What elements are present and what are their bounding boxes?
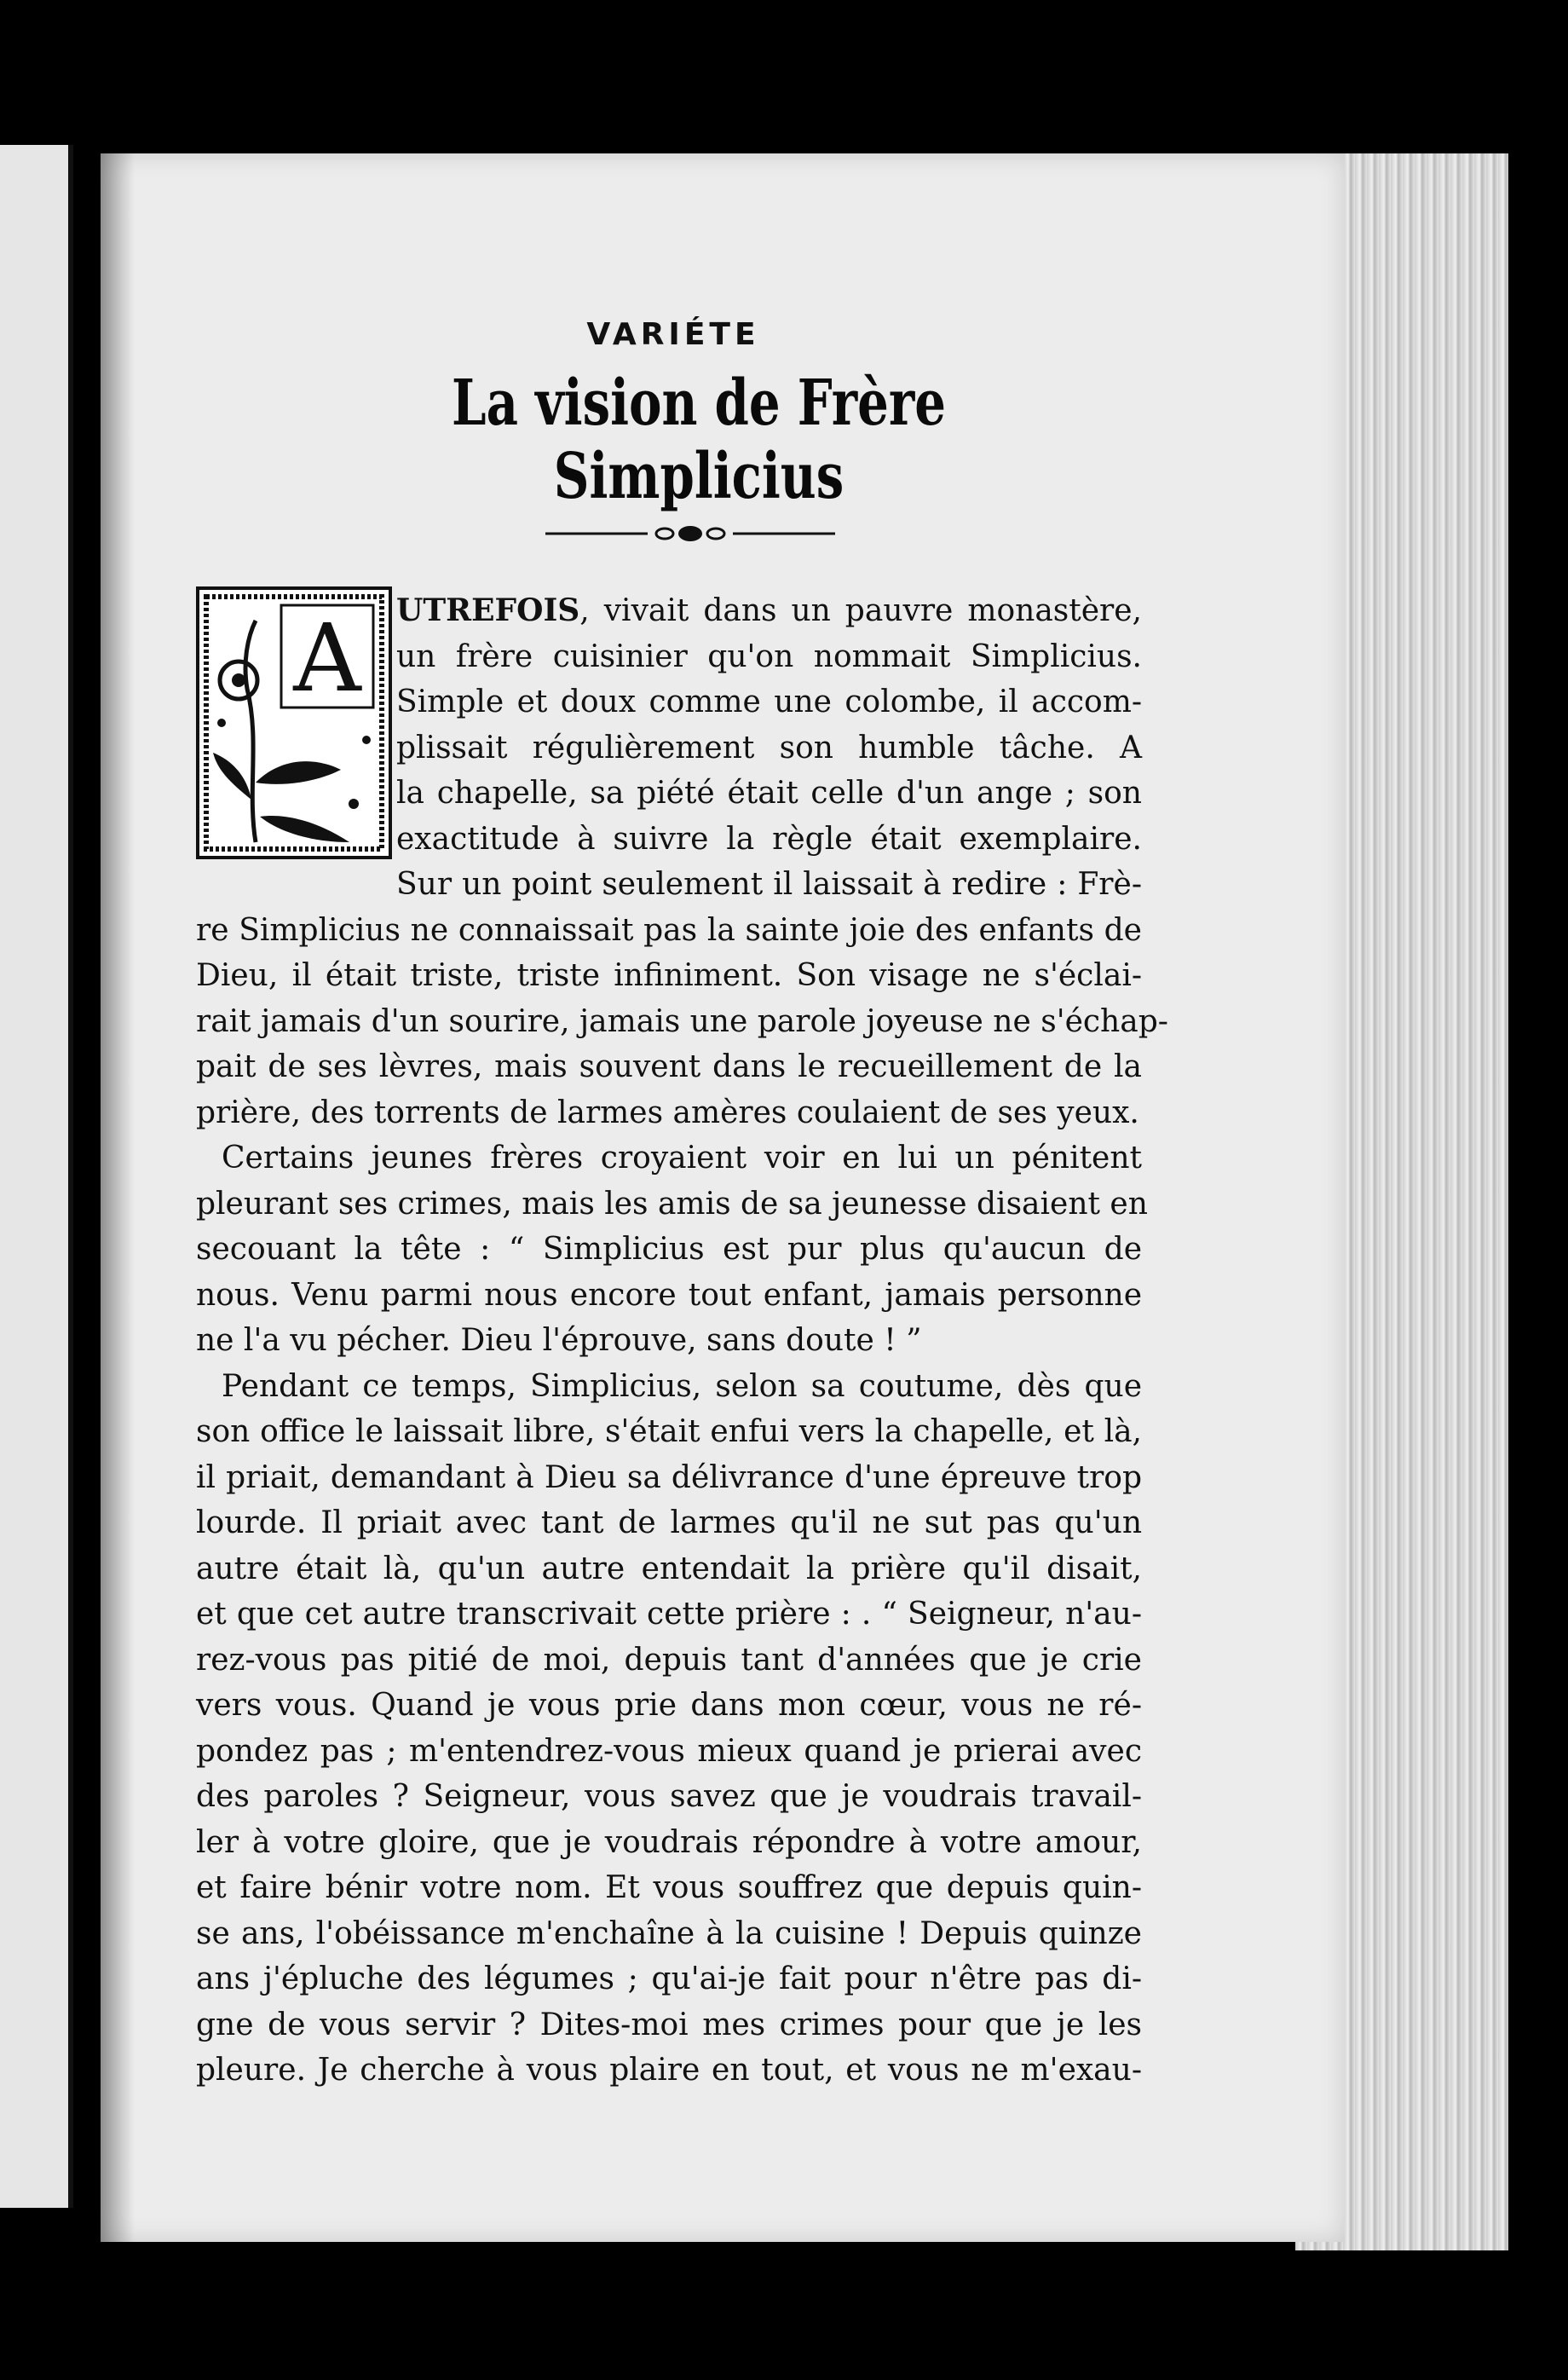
facing-page-edge bbox=[0, 145, 73, 2208]
drop-cap-letter: A bbox=[293, 604, 361, 713]
text-line: son office le laissait libre, s'était enfui vers la chapelle, et là, bbox=[196, 1414, 1142, 1449]
text-line: prière, des torrents de larmes amères coulaient de ses yeux. bbox=[196, 1095, 1139, 1130]
text-line: plissait régulièrement son humble tâche. A bbox=[396, 730, 1142, 765]
text-line: pleure. Je cherche à vous plaire en tout, et vous ne m'exau- bbox=[196, 2053, 1142, 2088]
text-line: un frère cuisinier qu'on nommait Simplicius. bbox=[396, 638, 1142, 674]
text-line: exactitude à suivre la règle était exemplaire. bbox=[396, 821, 1142, 857]
text-line: Simple et doux comme une colombe, il accom- bbox=[396, 685, 1142, 719]
text-line: UTREFOIS, vivait dans un pauvre monastère, bbox=[396, 592, 1142, 628]
text-line: et faire bénir votre nom. Et vous souffrez que depuis quin- bbox=[196, 1870, 1142, 1905]
text-line: pait de ses lèvres, mais souvent dans le recueillement de la bbox=[196, 1049, 1142, 1084]
text-line: pleurant ses crimes, mais les amis de sa jeunesse disaient en bbox=[196, 1186, 1148, 1222]
text-line: rez-vous pas pitié de moi, depuis tant d'années que je crie bbox=[196, 1642, 1142, 1678]
gutter-shadow bbox=[101, 153, 135, 2242]
text-line: gne de vous servir ? Dites-moi mes crimes pour que je les bbox=[196, 2007, 1142, 2042]
text-line: ne l'a vu pécher. Dieu l'éprouve, sans doute ! ” bbox=[196, 1323, 922, 1358]
text-line: Pendant ce temps, Simplicius, selon sa coutume, dès que bbox=[222, 1368, 1142, 1404]
text-line: Certains jeunes frères croyaient voir en lui un pénitent bbox=[222, 1141, 1142, 1176]
text-line: secouant la tête : “ Simplicius est pur plus qu'aucun de bbox=[196, 1232, 1142, 1267]
text-line: la chapelle, sa piété était celle d'un ange ; son bbox=[396, 776, 1142, 811]
text-line: ler à votre gloire, que je voudrais répondre à votre amour, bbox=[196, 1824, 1142, 1860]
text-line: re Simplicius ne connaissait pas la sainte joie des enfants de bbox=[196, 912, 1142, 948]
text-line: Dieu, il était triste, triste infiniment. Son visage ne s'éclai- bbox=[196, 958, 1142, 993]
text-line: il priait, demandant à Dieu sa délivrance d'une épreuve trop bbox=[196, 1459, 1142, 1495]
text-line: autre était là, qu'un autre entendait la prière qu'il disait, bbox=[196, 1551, 1142, 1586]
text-line: et que cet autre transcrivait cette prière : . “ Seigneur, n'au- bbox=[196, 1597, 1142, 1632]
text-line: des paroles ? Seigneur, vous savez que je voudrais travail- bbox=[196, 1779, 1142, 1814]
article-body bbox=[196, 588, 1168, 2094]
text-line: se ans, l'obéissance m'enchaîne à la cuisine ! Depuis quinze bbox=[196, 1915, 1142, 1951]
text-line: Sur un point seulement il laissait à redire : Frè- bbox=[396, 867, 1142, 902]
section-label: VARIÉTE bbox=[586, 317, 760, 352]
text-line: vers vous. Quand je vous prie dans mon cœur, vous ne ré- bbox=[196, 1688, 1142, 1723]
text-line: rait jamais d'un sourire, jamais une parole joyeuse ne s'échap- bbox=[196, 1003, 1168, 1039]
page-title: La vision de Frère Simplicius bbox=[452, 367, 946, 513]
text-line: ans j'épluche des légumes ; qu'ai-je fait pour n'être pas di- bbox=[196, 1961, 1142, 1996]
text-line: nous. Venu parmi nous encore tout enfant, jamais personne bbox=[196, 1277, 1142, 1313]
title-ornament bbox=[545, 517, 835, 551]
text-line: lourde. Il priait avec tant de larmes qu'il ne sut pas qu'un bbox=[196, 1505, 1142, 1540]
text-line: pondez pas ; m'entendrez-vous mieux quand je prierai avec bbox=[196, 1733, 1142, 1769]
